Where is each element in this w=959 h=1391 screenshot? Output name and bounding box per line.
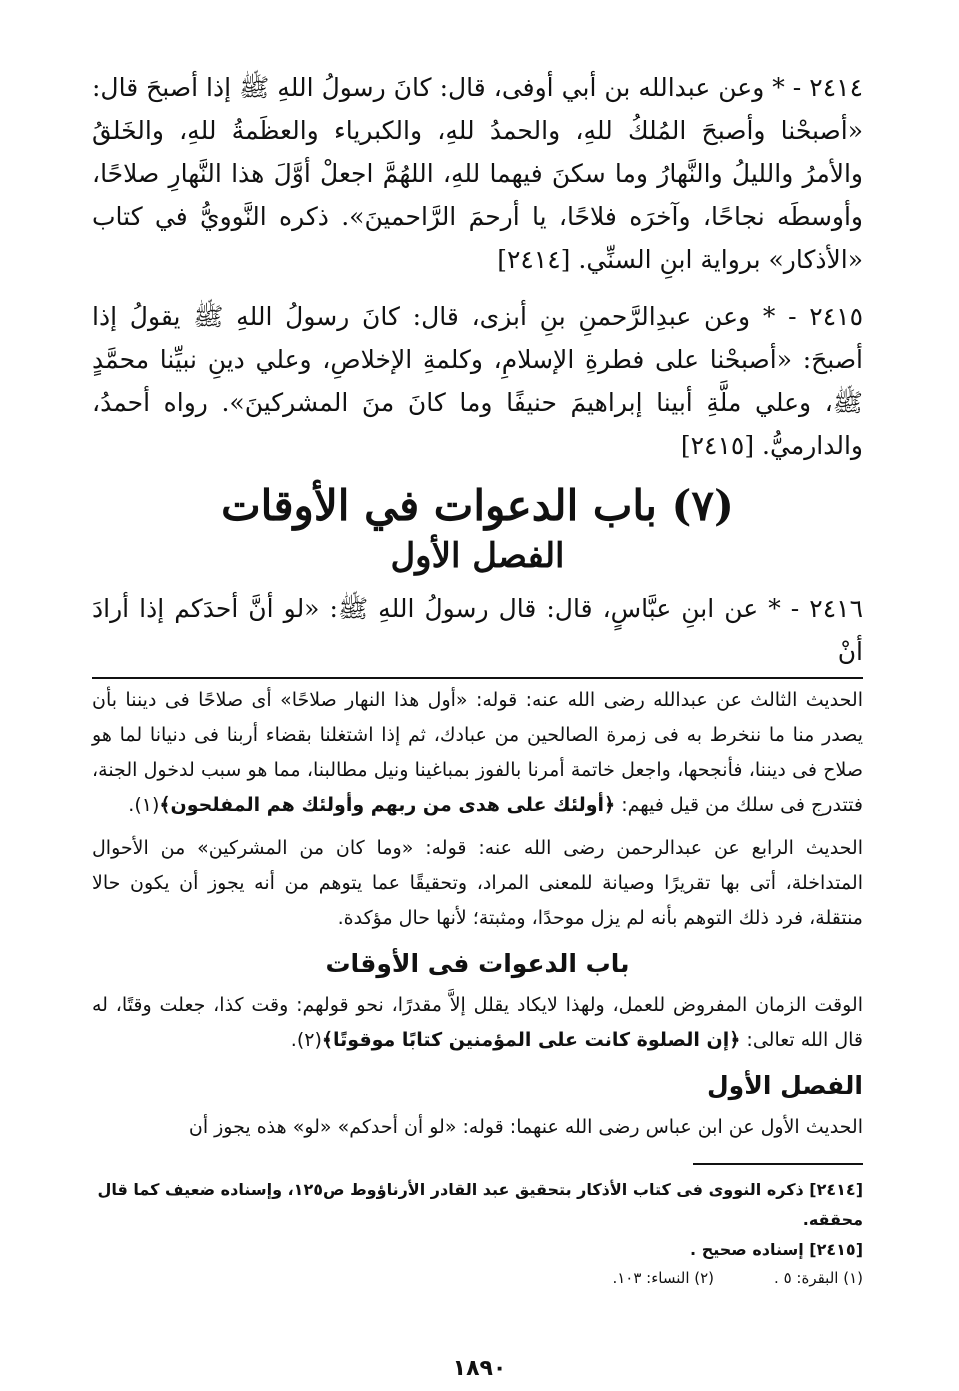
footnote-2415: [٢٤١٥] إسناده صحيح . (690, 1240, 863, 1259)
commentary-para-4: الحديث الأول عن ابن عباس رضى الله عنهما: قوله: «لو أن أحدكم» «لو» هذه يجوز أن (188, 1116, 863, 1138)
footnote-ref: (٢). (290, 1029, 322, 1051)
chapter-title: (٧) باب الدعوات في الأوقات (221, 481, 734, 530)
commentary-para-1 (92, 683, 863, 823)
page-number: ١٨٩٠ (452, 1356, 507, 1381)
hadith-2414: ٢٤١٤ - * وعن عبدالله بن أبي أوفى، قال: كانَ رسولُ اللهِ ﷺ إذا أصبحَ قال: «أصبحْنا وأصبحَ المُلكُ للهِ، والحمدُ للهِ، والكبرياء والعظَمةُ للهِ، والخَلقُ والأمرُ والليلُ والنَّهارُ وما سكنَ فيهما للهِ، اللهُمَّ اجعلْ أوَّلَ هذا النَّهارِ صلاحًا، وأوسطَه نجاحًا، وآخرَه فلاحًا، يا أرحمَ الرَّاحمينَ». ذكره النَّوويُّ في كتاب «الأذكار» برواية ابنِ السنِّي. [٢٤١٤] (92, 73, 863, 274)
footnote-2414: [٢٤١٤] ذكره النووى فى كتاب الأذكار بتحقيق عبد القادر الأرناؤوط ص١٢٥، وإسناده ضعيف كما قال محققه. (97, 1180, 863, 1229)
commentary-subheading: الفصل الأول (706, 1071, 863, 1100)
quran-quote: ﴿أولئك على هدى من ربهم وأولئك هم المفلحون﴾ (159, 794, 616, 816)
commentary-para-2: الحديث الرابع عن عبدالرحمن رضى الله عنه: قوله: «وما كان من المشركين» من الأحوال المتداخلة، أتى بها تقريرًا وصيانة للمعنى المراد، وتحقيقًا عما يتوهم من أنه يجوز أن يكون حالا منتقلة، فرد ذلك التوهم بأنه لم يزل موحدًا، ومثبتة؛ لأنها حال مؤكدة. (92, 837, 863, 929)
commentary-para-3 (92, 988, 863, 1058)
main-divider (92, 677, 863, 679)
footnote-ref: (١). (128, 794, 160, 816)
quran-quote: ﴿إن الصلوة كانت على المؤمنين كتابًا موقوتًا﴾ (321, 1029, 741, 1051)
quran-ref-2: (٢) النساء: ١٠٣. (612, 1269, 715, 1287)
commentary-heading: باب الدعوات فى الأوقات (325, 949, 630, 978)
hadith-2415: ٢٤١٥ - * وعن عبدِالرَّحمنِ بنِ أبزى، قال: كانَ رسولُ اللهِ ﷺ يقولُ إذا أصبحَ: «أصبحْنا على فطرةِ الإسلامِ، وكلمةِ الإخلاصِ، وعلي دينِ نبيِّنا محمَّدٍ ﷺ، وعلي ملَّةِ أبينا إبراهيمَ حنيفًا وما كانَ منَ المشركينَ». رواه أحمدُ، والدارميُّ. [٢٤١٥] (92, 302, 863, 460)
commentary-text: الوقت الزمان المفروض للعمل، ولهذا لايكاد يقلل إلاَّ مقدرًا، نحو قولهم: وقت كذا، جعلت وقتًا، له قال الله تعالى: (92, 994, 863, 1051)
section-title: الفصل الأول (390, 536, 565, 576)
footnote-divider (693, 1163, 863, 1165)
page-content (92, 66, 863, 1371)
quran-refs (92, 1265, 863, 1291)
commentary-text: الحديث الثالث عن عبدالله رضى الله عنه: قوله: «أول هذا النهار صلاحًا» أى صلاحًا فى ديننا بأن يصدر منا ما ننخرط به فى زمرة الصالحين من عبادك، ثم إذا اشتغلنا بقضاء أربنا فى دنيانا لما هو صلاح فى ديننا، فأنجحها، واجعل خاتمة أمرنا بالفوز بمباغينا ونيل مطالبنا، مما هو سبب لدخول الجنة، فتتدرج فى سلك من قيل فيهم: (92, 689, 863, 816)
quran-ref-1: (١) البقرة: ٥ . (774, 1269, 863, 1287)
hadith-2416: ٢٤١٦ - * عن ابنِ عبَّاسٍ، قال: قال رسولُ اللهِ ﷺ: «لو أنَّ أحدَكم إذا أرادَ أنْ (92, 594, 863, 666)
